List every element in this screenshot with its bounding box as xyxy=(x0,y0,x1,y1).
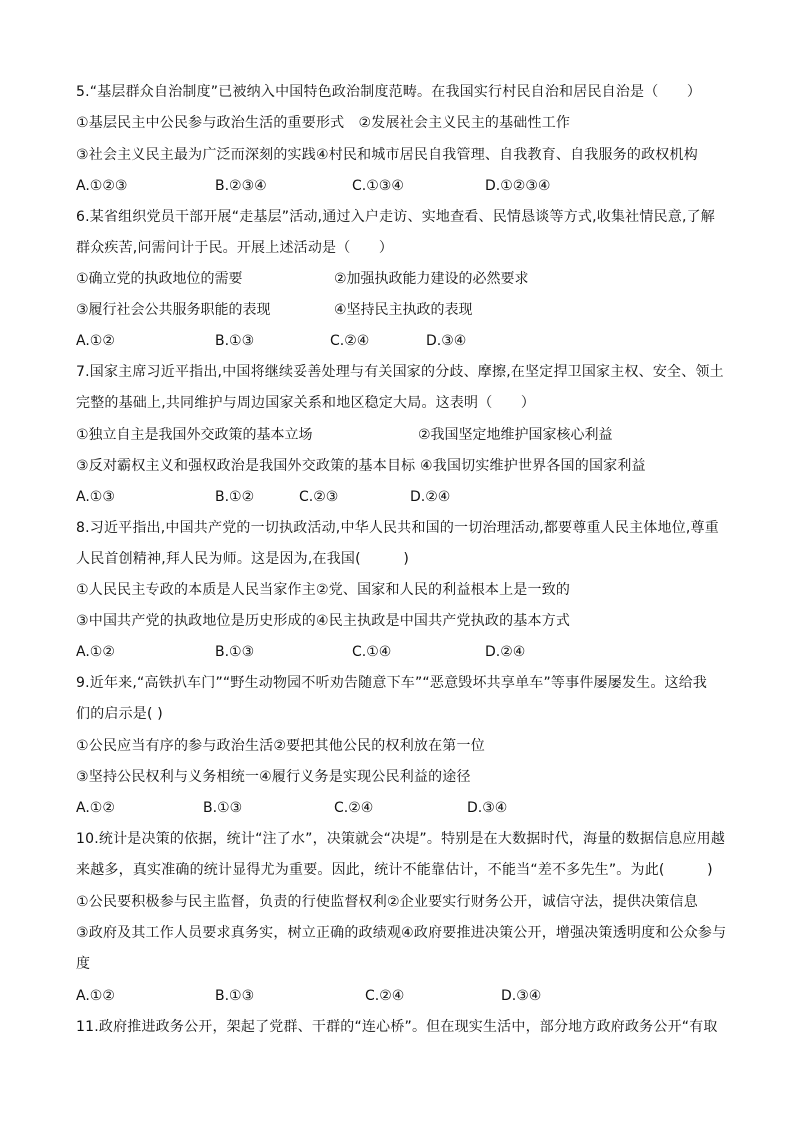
question-6-statement: ①确立党的执政地位的需要 xyxy=(76,271,243,287)
question-5-option-a[interactable]: A.①②③ xyxy=(76,178,128,194)
question-8-option-b[interactable]: B.①③ xyxy=(215,644,255,660)
question-10-statement: ③政府及其工作人员要求真务实，树立正确的政绩观④政府要推进决策公开，增强决策透明度和公众参与 xyxy=(76,925,727,941)
question-10-statement: 度 xyxy=(76,956,91,972)
question-6-statement: ④坚持民主执政的表现 xyxy=(334,302,473,318)
question-8-stem: 人民首创精神,拜人民为师。这是因为,在我国( ) xyxy=(76,551,410,567)
question-8-statement: ③中国共产党的执政地位是历史形成的④民主执政是中国共产党执政的基本方式 xyxy=(76,613,571,629)
question-6-statement: ②加强执政能力建设的必然要求 xyxy=(334,271,529,287)
question-7-option-b[interactable]: B.①② xyxy=(215,489,255,505)
question-5-option-d[interactable]: D.①②③④ xyxy=(485,178,551,194)
question-10-option-c[interactable]: C.②④ xyxy=(365,988,405,1004)
question-8-option-a[interactable]: A.①② xyxy=(76,644,115,660)
question-8-option-d[interactable]: D.②④ xyxy=(485,644,526,660)
question-6-option-a[interactable]: A.①② xyxy=(76,333,115,349)
question-8-statement: ①人民民主专政的本质是人民当家作主②党、国家和人民的利益根本上是一致的 xyxy=(76,582,571,598)
question-8-option-c[interactable]: C.①④ xyxy=(352,644,392,660)
question-7-option-c[interactable]: C.②③ xyxy=(299,489,339,505)
question-10-statement: ①公民要积极参与民主监督，负责的行使监督权利②企业要实行财务公开，诚信守法，提供决策信息 xyxy=(76,894,698,910)
question-7-option-d[interactable]: D.②④ xyxy=(410,489,451,505)
question-10-option-a[interactable]: A.①② xyxy=(76,988,115,1004)
question-6-option-c[interactable]: C.②④ xyxy=(330,333,370,349)
question-11-stem: 11.政府推进政务公开，架起了党群、干群的“连心桥”。但在现实生活中，部分地方政府政务公开“有取 xyxy=(76,1019,718,1035)
question-10-option-d[interactable]: D.③④ xyxy=(501,988,542,1004)
question-8-stem: 8.习近平指出,中国共产党的一切执政活动,中华人民共和国的一切治理活动,都要尊重人民主体地位,尊重 xyxy=(76,520,719,536)
question-7-statement: ③反对霸权主义和强权政治是我国外交政策的基本目标 ④我国切实维护世界各国的国家利益 xyxy=(76,458,646,474)
question-10-option-b[interactable]: B.①③ xyxy=(215,988,255,1004)
question-10-stem: 10.统计是决策的依据，统计“注了水”，决策就会“决堤”。特别是在大数据时代，海量的数据信息应用越 xyxy=(76,831,726,847)
question-6-statement: ③履行社会公共服务职能的表现 xyxy=(76,302,271,318)
question-9-stem: 们的启示是( ) xyxy=(76,706,163,722)
question-7-statement: ①独立自主是我国外交政策的基本立场 xyxy=(76,427,313,443)
question-9-option-a[interactable]: A.①② xyxy=(76,800,115,816)
question-6-stem: 6.某省组织党员干部开展“走基层”活动,通过入户走访、实地查看、民情恳谈等方式,收集社情民意,了解 xyxy=(76,209,716,225)
question-7-statement: ②我国坚定地维护国家核心利益 xyxy=(418,427,613,443)
question-7-stem: 完整的基础上,共同维护与周边国家关系和地区稳定大局。这表明（ ） xyxy=(76,395,536,411)
question-9-option-d[interactable]: D.③④ xyxy=(467,800,508,816)
question-5-stem: 5.“基层群众自治制度”已被纳入中国特色政治制度范畴。在我国实行村民自治和居民自治是（ ） xyxy=(76,84,702,100)
question-9-statement: ③坚持公民权利与义务相统一④履行义务是实现公民利益的途径 xyxy=(76,769,471,785)
question-7-stem: 7.国家主席习近平指出,中国将继续妥善处理与有关国家的分歧、摩擦,在坚定捍卫国家主权、安全、领土 xyxy=(76,364,724,380)
question-5-statement: ③社会主义民主最为广泛而深刻的实践④村民和城市居民自我管理、自我教育、自我服务的政权机构 xyxy=(76,147,698,163)
question-9-statement: ①公民应当有序的参与政治生活②要把其他公民的权利放在第一位 xyxy=(76,738,485,754)
question-6-option-d[interactable]: D.③④ xyxy=(426,333,467,349)
question-9-option-c[interactable]: C.②④ xyxy=(334,800,374,816)
question-5-option-b[interactable]: B.②③④ xyxy=(215,178,267,194)
question-10-stem: 来越多，真实准确的统计显得尤为重要。因此，统计不能靠估计，不能当“差不多先生”。为此( ) xyxy=(76,862,713,878)
question-5-statement: ①基层民主中公民参与政治生活的重要形式 ②发展社会主义民主的基础性工作 xyxy=(76,115,571,131)
question-5-option-c[interactable]: C.①③④ xyxy=(352,178,404,194)
question-9-stem: 9.近年来,“高铁扒车门”“野生动物园不听劝告随意下车”“恶意毁坏共享单车”等事件屡屡发生。这给我 xyxy=(76,675,708,691)
question-6-stem: 群众疾苦,问需问计于民。开展上述活动是（ ） xyxy=(76,240,394,256)
question-7-option-a[interactable]: A.①③ xyxy=(76,489,115,505)
question-9-option-b[interactable]: B.①③ xyxy=(203,800,243,816)
question-6-option-b[interactable]: B.①③ xyxy=(215,333,255,349)
